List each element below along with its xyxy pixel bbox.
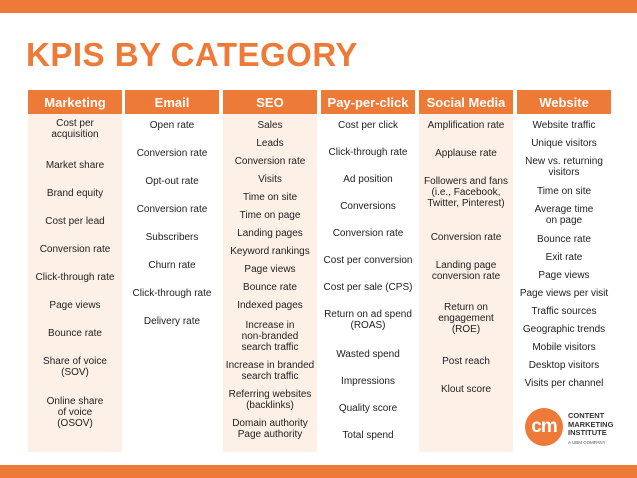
kpi-item-email: Conversion rate [136,204,208,215]
column-header-marketing: Marketing [28,90,122,114]
kpi-item-seo: Landing pages [237,228,303,239]
kpi-item-website: Average time on page [534,204,594,226]
logo-tagline: A UBM COMPANY [568,440,606,445]
kpi-item-pay-per-click: Cost per conversion [323,255,413,266]
kpi-item-seo: Conversion rate [234,156,306,167]
page-title: KPIS BY CATEGORY [26,36,358,73]
kpi-item-seo: Referring websites (backlinks) [228,389,312,411]
column-header-pay-per-click: Pay-per-click [321,90,415,114]
kpi-item-email: Click-through rate [132,288,212,299]
kpi-item-seo: Bounce rate [243,282,297,293]
kpi-item-website: Website traffic [532,120,596,131]
kpi-item-email: Subscribers [145,232,199,243]
column-pay-per-click [321,90,415,452]
kpi-item-marketing: Brand equity [46,188,104,199]
kpi-item-seo: Increase in non-branded search traffic [241,320,299,353]
kpi-item-seo: Leads [256,138,284,149]
kpi-item-seo: Time on page [239,210,301,221]
kpi-item-pay-per-click: Conversion rate [332,228,404,239]
kpi-item-email: Delivery rate [143,316,201,327]
kpi-item-marketing: Share of voice (SOV) [43,356,107,378]
kpi-item-marketing: Click-through rate [35,272,115,283]
kpi-item-social-media: Followers and fans (i.e., Facebook, Twitter, Pinterest) [424,176,508,209]
column-social-media [419,90,513,452]
kpi-item-seo: Sales [257,120,283,131]
kpi-item-seo: Time on site [242,192,298,203]
kpi-item-seo: Keyword rankings [230,246,310,257]
column-header-social-media: Social Media [419,90,513,114]
column-seo [223,90,317,452]
kpi-item-seo: Visits [258,174,282,185]
kpi-item-email: Opt-out rate [145,176,199,187]
column-header-seo: SEO [223,90,317,114]
kpi-item-pay-per-click: Cost per sale (CPS) [323,282,413,293]
kpi-item-marketing: Bounce rate [48,328,102,339]
cmi-logo [525,408,635,456]
column-header-website: Website [517,90,611,114]
kpi-item-pay-per-click: Quality score [338,403,398,414]
column-marketing [28,90,122,452]
kpi-item-website: New vs. returning visitors [525,156,603,178]
kpi-item-marketing: Market share [45,160,105,171]
kpi-item-marketing: Cost per lead [45,216,105,227]
column-email [125,90,219,452]
top-accent-bar [0,0,637,13]
kpi-item-website: Visits per channel [524,378,604,389]
column-website [517,90,611,403]
kpi-item-social-media: Amplification rate [427,120,505,131]
kpi-item-email: Open rate [149,120,195,131]
kpi-item-social-media: Applause rate [435,148,497,159]
kpi-item-seo: Indexed pages [237,300,303,311]
kpi-item-seo: Domain authority Page authority [232,418,308,440]
kpi-item-pay-per-click: Total spend [342,430,394,441]
kpi-item-seo: Increase in branded search traffic [225,360,315,382]
kpi-item-website: Bounce rate [537,234,591,245]
kpi-item-pay-per-click: Return on ad spend (ROAS) [324,309,412,331]
kpi-item-website: Exit rate [545,252,583,263]
kpi-item-email: Conversion rate [136,148,208,159]
kpi-item-marketing: Online share of voice (OSOV) [46,396,104,429]
kpi-item-website: Traffic sources [531,306,597,317]
kpi-item-pay-per-click: Cost per click [337,120,398,131]
kpi-item-social-media: Conversion rate [430,232,502,243]
kpi-item-website: Desktop visitors [528,360,600,371]
cm-logo-icon: cm [525,408,563,446]
kpi-item-marketing: Conversion rate [39,244,111,255]
kpi-item-pay-per-click: Conversions [340,201,396,212]
column-header-email: Email [125,90,219,114]
kpi-item-marketing: Cost per acquisition [51,118,99,140]
kpi-item-marketing: Page views [49,300,101,311]
kpi-item-email: Churn rate [148,260,196,271]
kpi-item-social-media: Post reach [442,356,490,367]
kpi-item-website: Page views per visit [519,288,609,299]
kpi-item-website: Page views [538,270,590,281]
kpi-item-social-media: Landing page conversion rate [431,260,501,282]
kpi-item-pay-per-click: Click-through rate [328,147,408,158]
bottom-accent-bar [0,465,637,478]
kpi-item-pay-per-click: Ad position [343,174,393,185]
kpi-item-pay-per-click: Wasted spend [336,349,400,360]
logo-wordmark: CONTENT MARKETING INSTITUTE [568,411,614,437]
kpi-item-pay-per-click: Impressions [341,376,395,387]
kpi-item-website: Mobile visitors [532,342,596,353]
kpi-item-seo: Page views [244,264,296,275]
kpi-item-website: Time on site [536,186,592,197]
kpi-item-website: Unique visitors [531,138,597,149]
kpi-item-social-media: Klout score [440,384,492,395]
kpi-item-website: Geographic trends [522,324,606,335]
kpi-item-social-media: Return on engagement (ROE) [438,302,494,335]
